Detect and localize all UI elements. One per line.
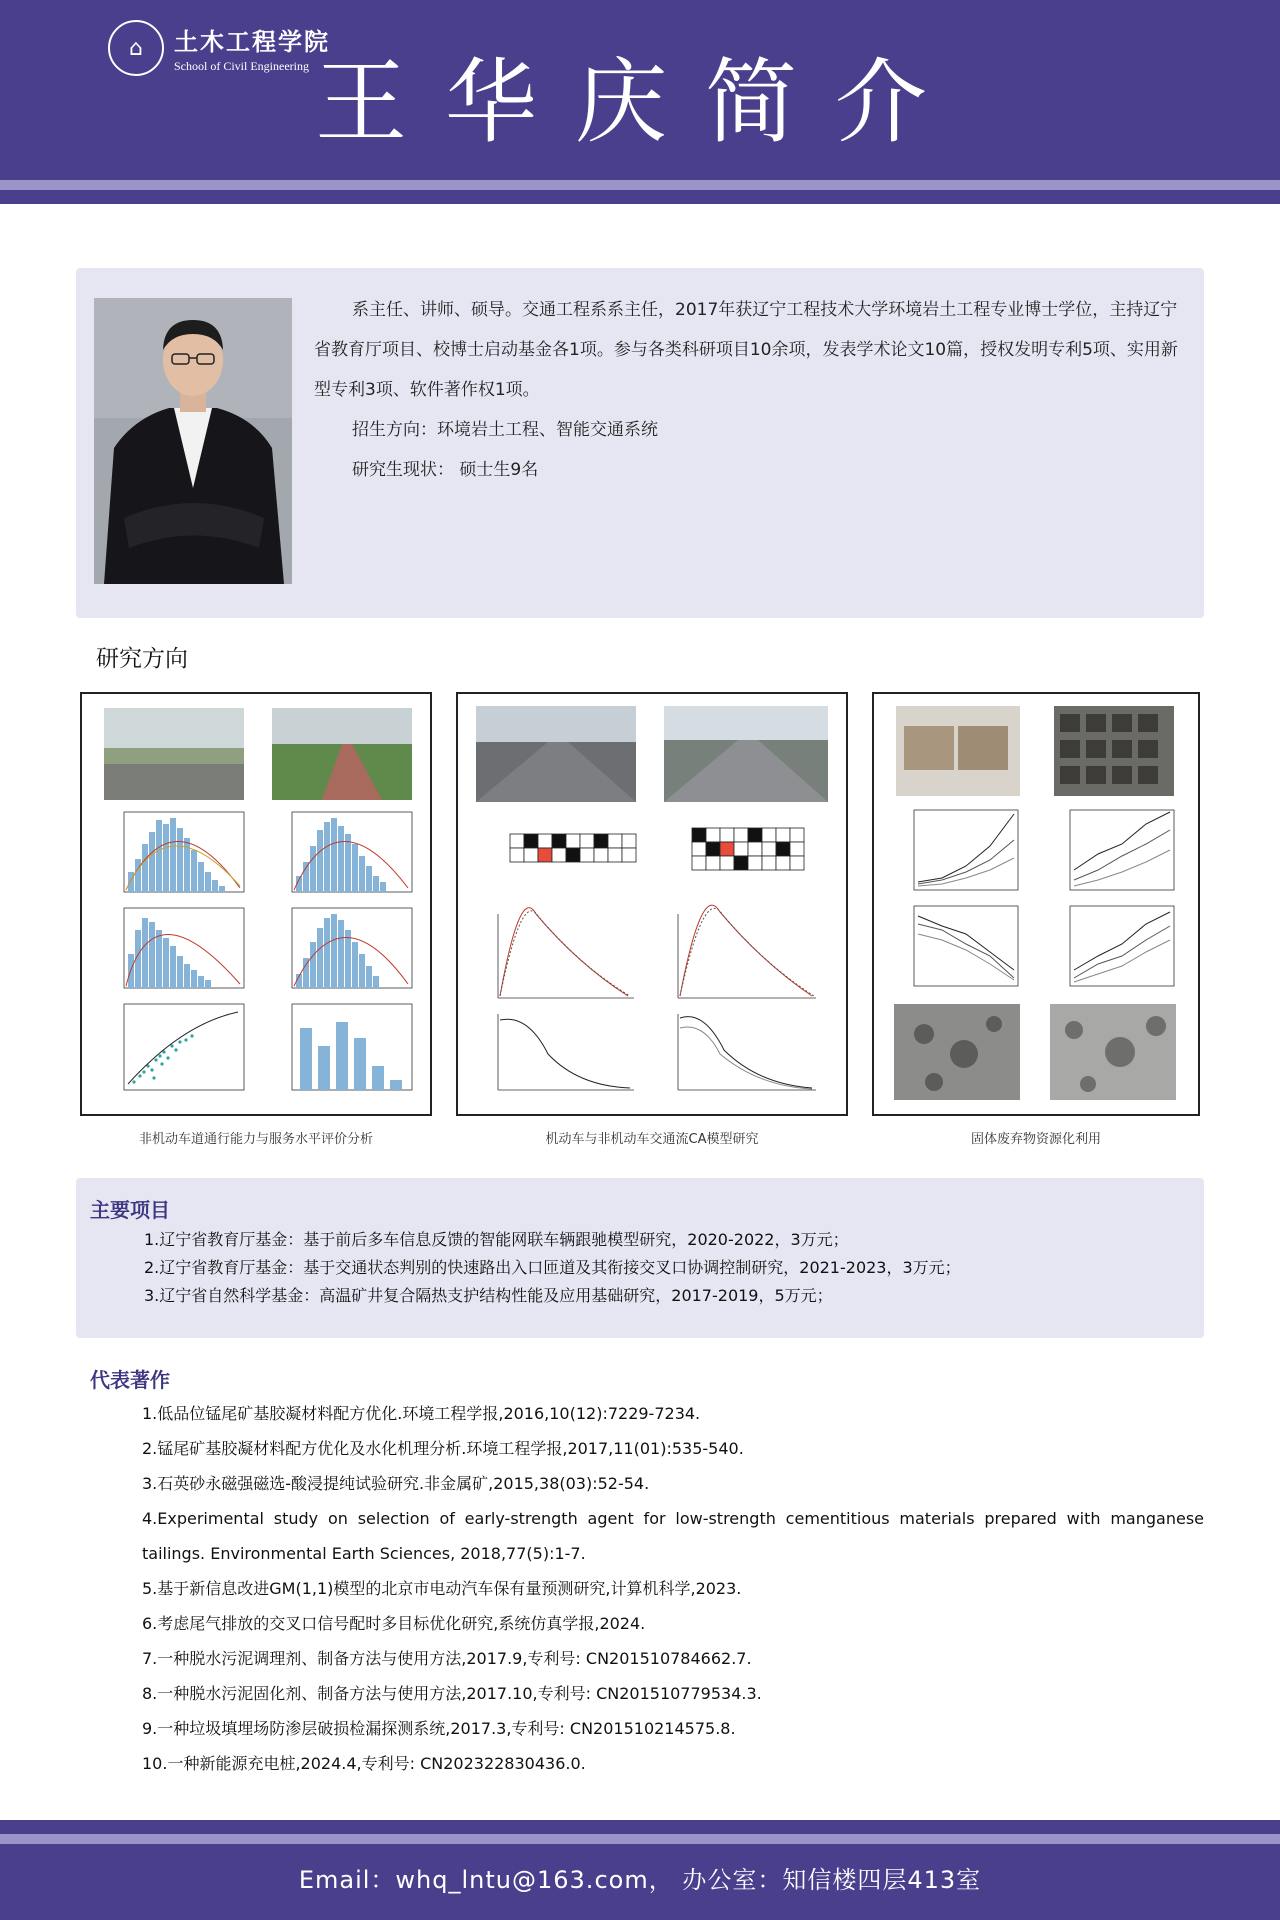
project-item: 1.辽宁省教育厅基金：基于前后多车信息反馈的智能网联车辆跟驰模型研究，2020-2022，3万元； [144, 1230, 849, 1249]
ca-grid-diagram [692, 828, 804, 870]
scatter-chart [124, 1004, 244, 1090]
publication-item: 4.Experimental study on selection of early-strength agent for low-strength cementitious materials prepared with manganese tailings. Environmental Earth Sciences, 2018,77(5):1-7. [142, 1509, 1204, 1563]
profile-intro: 系主任、讲师、硕导。交通工程系系主任，2017年获辽宁工程技术大学环境岩土工程专业博士学位，主持辽宁省教育厅项目、校博士启动基金各1项。参与各类科研项目10余项，发表学术论文10篇，授权发明专利5项、实用新型专利3项、软件著作权1项。 [314, 300, 1178, 400]
profile-text [314, 290, 1186, 490]
ca-grid-diagram [510, 834, 636, 862]
footer-stripe [0, 1820, 1280, 1834]
line-chart [678, 1014, 816, 1090]
school-seal-icon: ⌂ [108, 20, 164, 76]
publications-list [142, 1396, 1204, 1781]
line-chart [678, 905, 816, 998]
school-name-en: School of Civil Engineering [174, 59, 309, 73]
footer-contact: Email：whq_lntu@163.com， 办公室：知信楼四层413室 [298, 1866, 982, 1894]
publication-item: 7.一种脱水污泥调理剂、制备方法与使用方法,2017.9,专利号: CN201510784662.7. [142, 1649, 752, 1668]
project-item: 2.辽宁省教育厅基金：基于交通状态判别的快速路出入口匝道及其衔接交叉口协调控制研究，2021-2023，3万元； [144, 1258, 961, 1277]
header-stripe [0, 180, 1280, 190]
histogram-chart [124, 908, 244, 988]
histogram-chart [292, 908, 412, 988]
publication-item: 9.一种垃圾填埋场防渗层破损检漏探测系统,2017.3,专利号: CN201510214575.8. [142, 1719, 736, 1738]
line-chart [1070, 906, 1174, 986]
project-item: 3.辽宁省自然科学基金：高温矿井复合隔热支护结构性能及应用基础研究，2017-2019，5万元； [144, 1286, 833, 1305]
projects-section-title: 主要项目 [90, 1198, 170, 1222]
footer-stripe [0, 1834, 1280, 1844]
line-chart [498, 908, 634, 998]
line-chart [914, 906, 1018, 986]
research-section-title: 研究方向 [96, 646, 188, 672]
publication-item: 8.一种脱水污泥固化剂、制备方法与使用方法,2017.10,专利号: CN201510779534.3. [142, 1684, 762, 1703]
research-figure-solid-waste [872, 692, 1200, 1116]
line-chart [498, 1014, 634, 1090]
publication-item: 1.低品位锰尾矿基胶凝材料配方优化.环境工程学报,2016,10(12):7229-7234. [142, 1404, 701, 1423]
research-figure-ca-model [456, 692, 848, 1116]
publication-item: 6.考虑尾气排放的交叉口信号配时多目标优化研究,系统仿真学报,2024. [142, 1614, 646, 1633]
bar-chart [292, 1004, 412, 1090]
research-figure-bike-lane [80, 692, 432, 1116]
research-caption-2: 机动车与非机动车交通流CA模型研究 [545, 1132, 759, 1147]
portrait-photo [94, 298, 292, 584]
line-chart [1070, 810, 1174, 890]
histogram-chart [124, 812, 244, 892]
publications-section-title: 代表著作 [90, 1368, 170, 1392]
publication-item: 2.锰尾矿基胶凝材料配方优化及水化机理分析.环境工程学报,2017,11(01):535-540. [142, 1439, 744, 1458]
histogram-chart [292, 812, 412, 892]
header-stripe [0, 190, 1280, 204]
profile-students: 研究生现状： 硕士生9名 [352, 460, 539, 480]
line-chart [914, 810, 1018, 890]
page-title: 王华庆简介 [314, 49, 965, 156]
projects-list [144, 1226, 1194, 1310]
publication-item: 5.基于新信息改进GM(1,1)模型的北京市电动汽车保有量预测研究,计算机科学,2023. [142, 1579, 742, 1598]
research-caption-1: 非机动车道通行能力与服务水平评价分析 [138, 1132, 373, 1147]
profile-enroll: 招生方向：环境岩土工程、智能交通系统 [352, 420, 658, 440]
publication-item: 3.石英砂永磁强磁选-酸浸提纯试验研究.非金属矿,2015,38(03):52-54. [142, 1474, 650, 1493]
school-name-cn: 土木工程学院 [174, 27, 330, 56]
research-caption-3: 固体废弃物资源化利用 [970, 1132, 1101, 1147]
publication-item: 10.一种新能源充电桩,2024.4,专利号: CN202322830436.0. [142, 1754, 586, 1773]
